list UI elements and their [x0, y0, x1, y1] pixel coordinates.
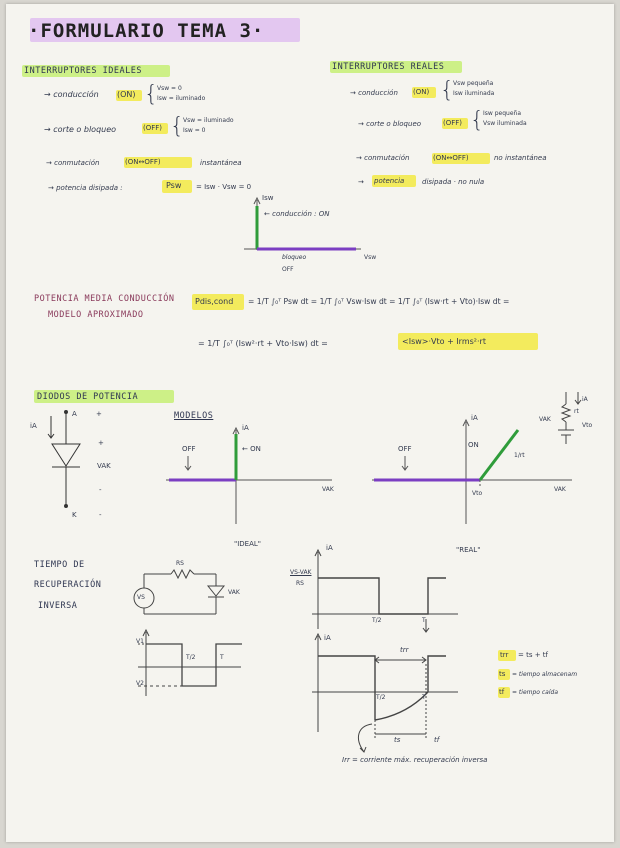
ideal-switch-vsw: Vsw [364, 254, 377, 261]
left-conmutacion-tag: (ON↔OFF) [125, 158, 161, 166]
right-conmutacion-label: → conmutación [356, 154, 410, 162]
right-corte-label: → corte o bloqueo [358, 120, 422, 128]
diode-plus-2: + [98, 439, 104, 447]
diode-symbol [48, 411, 80, 508]
circuit-vak: VAK [228, 589, 240, 596]
graph2-t2: T/2 [376, 694, 386, 701]
modelos-heading: MODELOS [174, 411, 214, 421]
ideal-switch-off: OFF [282, 266, 294, 273]
graph2-trr: trr [400, 646, 409, 654]
eq-ts: = tiempo almacenam [512, 671, 578, 678]
right-corte-brace: { [470, 108, 484, 133]
real-vak: VAK [554, 486, 566, 493]
graph2-ts: ts [394, 736, 401, 744]
graph1-den: RS [296, 580, 304, 587]
graph1-ia: iA [326, 544, 333, 552]
eq-trr: = ts + tf [518, 651, 549, 659]
left-conduccion-tag: (ON) [117, 90, 136, 99]
left-corte-tag: (OFF) [143, 124, 163, 132]
right-potencia-arrow: → [358, 178, 364, 186]
left-corte-brace: { [170, 114, 184, 139]
tiempo-heading-3: INVERSA [38, 601, 78, 611]
model-ia: iA [582, 396, 588, 403]
wave-t: T [220, 654, 224, 661]
ideal-switch-isw: Isw [262, 194, 274, 202]
circuit-vs: VS [137, 594, 145, 601]
left-corte-val-2: Isw = 0 [183, 127, 206, 134]
right-conduccion-brace: { [440, 78, 454, 103]
diode-plus-1: + [96, 410, 102, 418]
left-heading: INTERRUPTORES IDEALES [24, 66, 142, 76]
right-conduccion-val-2: Isw iluminada [453, 90, 495, 97]
left-conmutacion-val: instantánea [200, 159, 242, 167]
notes-page [6, 4, 614, 842]
real-model-circuit [558, 392, 581, 444]
ideal-switch-graph [244, 198, 361, 250]
real-on: ON [468, 441, 479, 449]
recovery-circuit [134, 570, 224, 614]
potencia-heading-1: POTENCIA MEDIA CONDUCCIÓN [34, 294, 175, 304]
ideal-caption: "IDEAL" [234, 540, 262, 548]
wave-t2: T/2 [186, 654, 196, 661]
wave-v2: V2 [136, 680, 144, 687]
diodos-heading: DIODOS DE POTENCIA [37, 392, 139, 402]
tiempo-heading-2: RECUPERACIÓN [34, 580, 102, 590]
diode-ia: iA [30, 422, 37, 430]
right-potencia-val: disipada · no nula [422, 178, 485, 186]
ideal-diode-graph [166, 428, 332, 524]
real-caption: "REAL" [456, 546, 481, 554]
eq-tf-tag: tf [499, 688, 505, 696]
left-conduccion-val-1: Vsw = 0 [157, 85, 182, 92]
left-potencia-val: = Isw · Vsw = 0 [196, 183, 252, 191]
model-rt: rt [574, 408, 579, 415]
right-conduccion-label: → conducción [350, 89, 398, 97]
circuit-rs: RS [176, 560, 184, 567]
formula-line-2: = 1/T ∫₀ᵀ (Isw²·rt + Vto·Isw) dt = [198, 339, 328, 348]
tiempo-heading-1: TIEMPO DE [34, 560, 85, 570]
left-corte-label: → corte o bloqueo [44, 125, 117, 134]
irr-note: Irr = corriente máx. recuperación inversa [342, 756, 488, 764]
real-ia: iA [471, 414, 478, 422]
source-waveform [138, 630, 242, 696]
ideal-switch-cond: ← conducción : ON [264, 210, 330, 218]
diode-k: K [72, 511, 77, 519]
graph2-tf: tf [434, 736, 440, 744]
left-potencia-tag: Psw [166, 181, 182, 190]
model-vak: VAK [539, 416, 551, 423]
formula-line-1: = 1/T ∫₀ᵀ Psw dt = 1/T ∫₀ᵀ Vsw·Isw dt = 1/T ∫₀ᵀ (Isw·rt + Vto)·Isw dt = [248, 297, 510, 306]
real-off: OFF [398, 445, 412, 453]
model-vto: Vto [582, 422, 593, 429]
page-title: ·FORMULARIO TEMA 3· [28, 20, 265, 42]
left-conduccion-brace: { [144, 82, 158, 107]
real-vto: Vto [472, 490, 483, 497]
eq-trr-tag: trr [500, 651, 509, 659]
right-heading: INTERRUPTORES REALES [332, 62, 445, 72]
left-potencia-label: → potencia disipada : [48, 184, 123, 192]
eq-ts-tag: ts [499, 670, 506, 678]
ideal-on: ← ON [242, 445, 261, 453]
diagrams [6, 4, 614, 842]
graph1-t: T [422, 617, 426, 624]
real-diode-graph [372, 420, 572, 524]
diode-minus-2: - [99, 511, 102, 519]
formula-result: <Isw>·Vto + Irms²·rt [402, 337, 486, 346]
diode-a: A [72, 410, 77, 418]
right-potencia-tag: potencia [374, 177, 405, 185]
right-corte-val-2: Vsw iluminada [483, 120, 527, 127]
right-corte-tag: (OFF) [443, 119, 463, 127]
ideal-vak: VAK [322, 486, 334, 493]
left-conduccion-val-2: Isw = iluminado [157, 95, 206, 102]
real-slope: 1/rt [514, 452, 525, 459]
diode-minus-1: - [99, 486, 102, 494]
right-conduccion-tag: (ON) [413, 88, 430, 96]
eq-tf: = tiempo caída [512, 689, 559, 696]
graph2-ia: iA [324, 634, 331, 642]
graph2-t: T [422, 694, 426, 701]
left-conmutacion-label: → conmutación [46, 159, 100, 167]
ideal-recovery-graph [312, 550, 458, 629]
ideal-off: OFF [182, 445, 196, 453]
ideal-switch-bloqueo: bloqueo [282, 254, 307, 261]
potencia-heading-2: MODELO APROXIMADO [48, 310, 144, 320]
ideal-ia: iA [242, 424, 249, 432]
right-conduccion-val-1: Vsw pequeña [453, 80, 494, 87]
right-corte-val-1: Isw pequeña [483, 110, 521, 117]
left-corte-val-1: Vsw = iluminado [183, 117, 234, 124]
graph1-level: VS-VAK [290, 569, 312, 576]
graph1-t2: T/2 [372, 617, 382, 624]
formula-tag: Pdis,cond [195, 297, 234, 306]
left-conduccion-label: → conducción [44, 90, 99, 99]
real-recovery-graph [312, 619, 458, 752]
wave-v1: V1 [136, 638, 144, 645]
right-conmutacion-tag: (ON↔OFF) [433, 154, 469, 162]
diode-vak: VAK [97, 462, 111, 470]
right-conmutacion-val: no instantánea [494, 154, 547, 162]
